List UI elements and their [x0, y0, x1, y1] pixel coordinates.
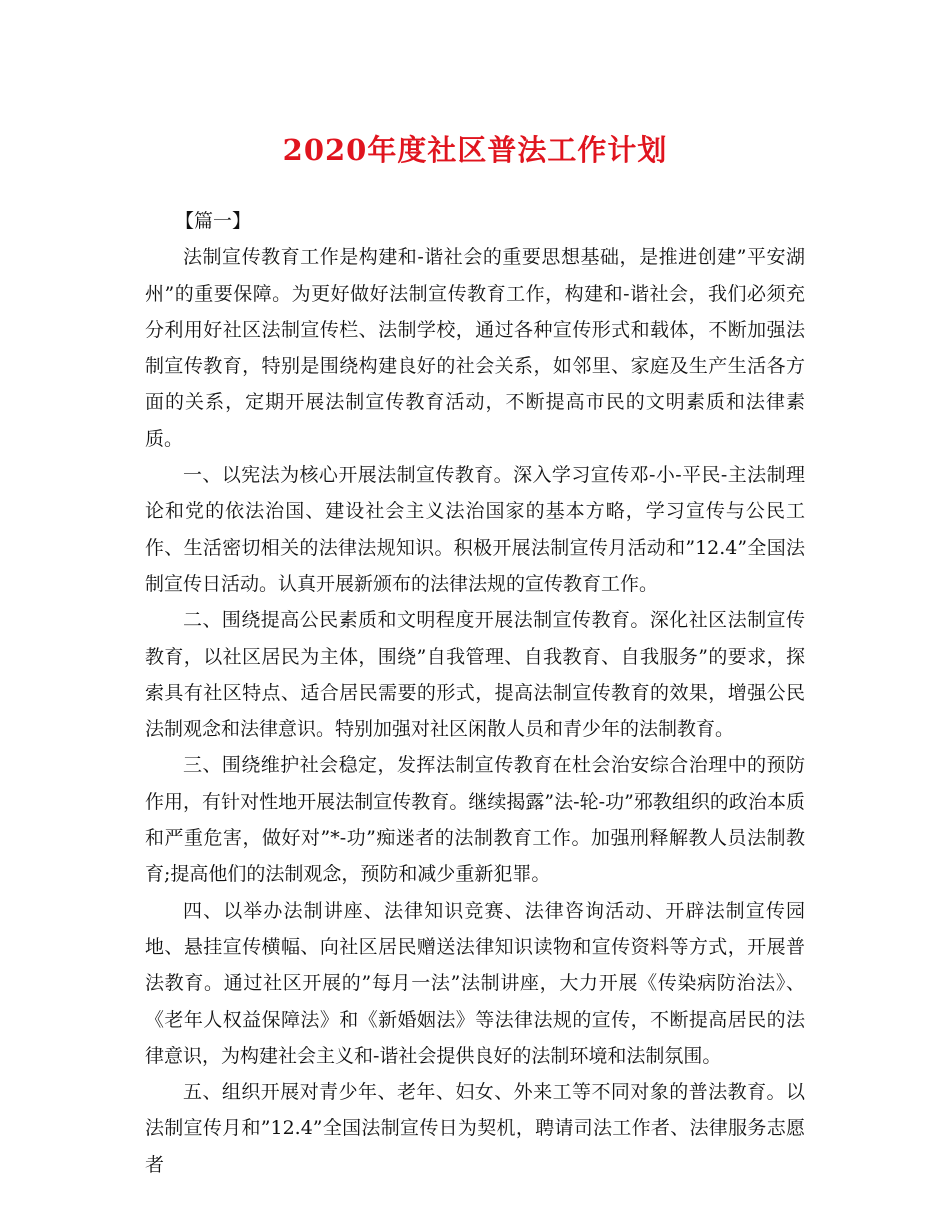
paragraph-item-5: 五、组织开展对青少年、老年、妇女、外来工等不同对象的普法教育。以法制宣传月和”12.4”全国法制宣传日为契机，聘请司法工作者、法律服务志愿者 — [145, 1081, 805, 1176]
document-body — [145, 203, 805, 1183]
section-label: 【篇一】 — [175, 210, 252, 232]
paragraph-item-3: 三、围绕维护社会稳定，发挥法制宣传教育在杜会治安综合治理中的预防作用，有针对性地开展法制宣传教育。继续揭露”法-轮-功”邪教组织的政治本质和严重危害，做好对”*-功”痴迷者的法制教育工作。加强刑释解教人员法制教育;提高他们的法制观念，预防和减少重新犯罪。 — [145, 754, 805, 886]
paragraph-item-2: 二、围绕提高公民素质和文明程度开展法制宣传教育。深化社区法制宣传教育，以社区居民为主体，围绕”自我管理、自我教育、自我服务”的要求，探索具有社区特点、适合居民需要的形式，提高法制宣传教育的效果，增强公民法制观念和法律意识。特别加强对社区闲散人员和青少年的法制教育。 — [145, 609, 805, 741]
paragraph-item-1: 一、以宪法为核心开展法制宣传教育。深入学习宣传邓-小-平民-主法制理论和党的依法治国、建设社会主义法治国家的基本方略，学习宣传与公民工作、生活密切相关的法律法规知识。积极开展法制宣传月活动和”12.4”全国法制宣传日活动。认真开展新颁布的法律法规的宣传教育工作。 — [145, 464, 805, 595]
paragraph-item-4: 四、以举办法制讲座、法律知识竞赛、法律咨询活动、开辟法制宣传园地、悬挂宣传横幅、向社区居民赠送法律知识读物和宣传资料等方式，开展普法教育。通过社区开展的”每月一法”法制讲座，大力开展《传染病防治法》、《老年人权益保障法》和《新婚姻法》等法律法规的宣传，不断提高居民的法律意识，为构建社会主义和-谐社会提供良好的法制环境和法制氛围。 — [145, 899, 805, 1067]
paragraph-intro: 法制宣传教育工作是构建和-谐社会的重要思想基础，是推进创建”平安湖州”的重要保障。为更好做好法制宣传教育工作，构建和-谐社会，我们必须充分利用好社区法制宣传栏、法制学校，通过各种宣传形式和载体，不断加强法制宣传教育，特别是围绕构建良好的社会关系，如邻里、家庭及生产生活各方面的关系，定期开展法制宣传教育活动，不断提高市民的文明素质和法律素质。 — [145, 246, 805, 450]
document-title: 2020年度社区普法工作计划 — [282, 133, 668, 167]
